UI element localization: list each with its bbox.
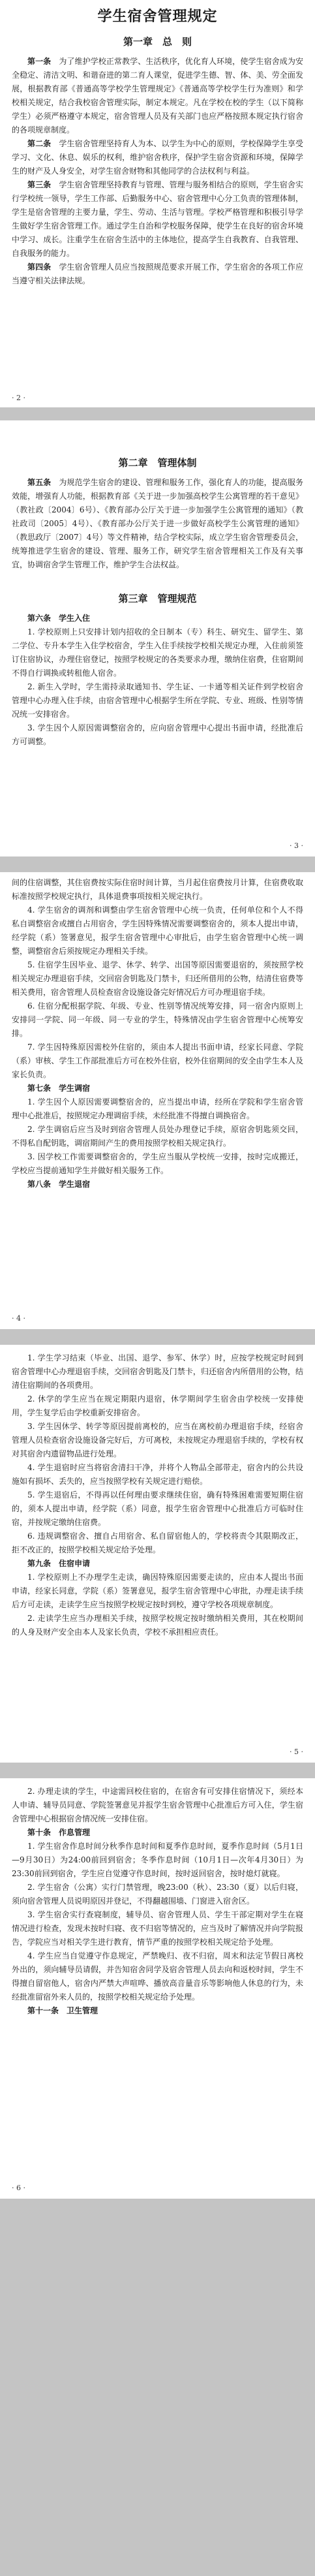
- article-3: [12, 178, 303, 260]
- page-number: · 4 ·: [12, 1314, 25, 1323]
- section-heading: 第十一条 卫生管理: [27, 2006, 98, 2015]
- article-2-text: 学生宿舍管理坚持育人为本、以学生为中心的原则，学校保障学生享受学习、文化、休息、娱乐的权利，维护宿舍秩序，保护学生宿舍资源和环境，保障学生的财产及人身安全，对学生宿舍财物和其他同学的合法权利与利益。: [12, 139, 303, 176]
- list-item: 6. 住宿分配根据学院、年级、专业、性别等情况统筹安排，同一宿舍内原则上安排同一学院、同一年级、同一专业的学生，特殊情况由学生宿舍管理中心统筹安排。: [12, 1001, 303, 1038]
- chapter-3-heading: 第三章 管理规范: [118, 593, 197, 605]
- list-item: 2. 学生宿舍（公寓）实行门禁管理，晚23:00（秋）、23:30（夏）以后归寝，须向宿舍管理人员说明原因并登记，不得翻越围墙、门窗进入宿舍区。: [12, 1883, 303, 1906]
- list-item: 5. 住宿学生因毕业、退学、休学、转学、出国等原因需要退宿的，须按照学校相关规定办理退宿手续，交回宿舍钥匙及门禁卡，归还所借用的公物，结清住宿费等相关费用，宿舍管理人员检查宿舍设施设备完好情况后方可办理退宿手续。: [12, 960, 303, 997]
- article-1-number: 第一条: [27, 57, 52, 66]
- list-item: 1. 学生因个人原因需要调整宿舍的，应当提出申请，经所在学院和学生宿舍管理中心批准后，按照规定办理调宿手续，未经批准不得擅自调换宿舍。: [12, 1097, 303, 1120]
- page-number: · 5 ·: [290, 1748, 303, 1756]
- section-heading: 第十条 作息管理: [27, 1828, 91, 1837]
- section-heading: 第九条 住宿申请: [27, 1559, 91, 1568]
- page-number: · 3 ·: [290, 841, 303, 850]
- document-page-1: [0, 0, 315, 407]
- article-4: [12, 260, 303, 288]
- list-item: 6. 违规调整宿舍、擅自占用宿舍、私自留宿他人的，学校将责令其限期改正，拒不改正的，按照学校相关规定给予处理。: [12, 1531, 303, 1554]
- page-number: · 2 ·: [12, 394, 25, 402]
- section-heading: 第六条 学生入住: [27, 614, 91, 623]
- list-item: 1. 学生学习结束（毕业、出国、退学、参军、休学）时，应按学校规定时间到宿舍管理中心办理退宿手续，交回宿舍钥匙及门禁卡，归还宿舍内所借用的公物，结清住宿期间的各项费用。: [12, 1353, 303, 1390]
- list-item: 2. 学生调宿后应当及时到宿舍管理人员处办理登记手续，原宿舍钥匙须交回，不得私自配钥匙，调宿期间产生的费用按照学校相关规定执行。: [12, 1125, 303, 1148]
- list-item: 3. 学生宿舍实行查寝制度，辅导员、宿舍管理人员、学生干部定期对学生在寝情况进行检查，发现未按时归寝、夜不归宿等情况的，应当及时了解情况并向学院报告，学院应当对相关学生进行教育，情节严重的按照学校相关规定给予处理。: [12, 1910, 303, 1947]
- article-5: [12, 476, 303, 572]
- list-item: 2. 办理走读的学生，中途需回校住宿的，在宿舍有可安排住宿情况下，须经本人申请、辅导员同意、学院签署意见并报学生宿舍管理中心批准后方可入住，学生宿舍管理中心根据宿舍情况统一安排住宿。: [12, 1787, 303, 1823]
- list-item: 4. 学生退宿时应当将宿舍清扫干净，并将个人物品全部带走，宿舍内的公共设施如有损坏、丢失的，应当按照学校有关规定进行赔偿。: [12, 1463, 303, 1486]
- document-page-4: [0, 1345, 315, 1763]
- page-number: · 6 ·: [12, 2184, 25, 2192]
- list-item: 4. 学生应当自觉遵守作息规定，严禁晚归、夜不归宿，周末和法定节假日离校外出的，须向辅导员请假，并告知宿舍同学及宿舍管理人员去向和返校时间，学生不得擅自留宿他人，宿舍内严禁大声喧哗、播放高音量音乐等影响他人休息的行为，未经批准留宿外来人员的，按照学校相关规定给予处理。: [12, 1951, 303, 2002]
- document-page-2: [0, 420, 315, 856]
- list-item: 5. 学生退宿后，不得再以任何理由要求继续住宿，确有特殊困难需要短期住宿的，须本人提出申请，经学院（系）同意，报学生宿舍管理中心批准后方可临时住宿，并按规定缴纳住宿费。: [12, 1490, 303, 1527]
- article-4-number: 第四条: [27, 262, 52, 272]
- chapter-2-heading: 第二章 管理体制: [118, 457, 197, 469]
- article-3-text: 学生宿舍管理坚持教育与管理、管理与服务相结合的原则，学生宿舍实行学校统一领导，学生工作部、后勤服务中心、宿舍管理中心分工负责的管理体制，学生是宿舍管理的主要力量，学生、劳动、生活与管理。学校严格管理和积极引导学生做好学生宿舍管理工作。通过学生自治和学校服务保障，使学生在良好的宿舍环境中学习、成长。注重学生在宿舍生活中的主体地位，提高学生自我教育、自我管理、自我服务的能力。: [12, 180, 303, 258]
- document-page-5: [0, 1778, 315, 2199]
- article-2-number: 第二条: [27, 139, 52, 148]
- document-title: 学生宿舍管理规定: [97, 8, 218, 25]
- list-item: 1. 学生宿舍作息时间分秋季作息时间和夏季作息时间，夏季作息时间（5月1日—9月30日）为24:00前回到宿舍；冬季作息时间（10月1日—次年4月30日）为23:30前回到宿舍，学生应自觉遵守作息时间，按时返回宿舍，按时熄灯就寝。: [12, 1842, 303, 1878]
- list-item: 3. 学生因休学、转学等原因提前离校的，应当在离校前办理退宿手续，经宿舍管理人员检查宿舍设施设备完好后，方可离校，未按规定办理退宿手续的，学校有权对其宿舍内遗留物品进行处理。: [12, 1422, 303, 1458]
- article-3-number: 第三条: [27, 180, 52, 189]
- list-item: 2. 走读学生应当办理相关手续，按照学校规定按时缴纳相关费用，其在校期间的人身及财产安全由本人及家长负责，学校不承担相应责任。: [12, 1614, 303, 1637]
- article-4-text: 学生宿舍管理人员应当按照规范要求开展工作，学生宿舍的各项工作应当遵守相关法律法规。: [12, 262, 303, 285]
- document-page-3: [0, 872, 315, 1329]
- article-1-text: 为了维护学校正常教学、生活秩序，优化育人环境，使学生宿舍成为安全稳定、清洁文明、和谐奋进的第二育人课堂，促进学生德、智、体、美、劳全面发展，根据教育部《普通高等学校学生管理规定》《普通高等学校学生行为准则》和学校相关规定，结合我校宿舍管理实际，制定本规定。凡在学校在校的学生（以下简称学生）必须严格遵守本规定，宿舍管理人员及有关部门也应严格按照本规定执行宿舍的各项规章制度。: [12, 57, 303, 134]
- list-item: 7. 学生因特殊原因需校外住宿的，须由本人提出书面申请，经家长同意、学院（系）审核、学生工作部批准后方可在校外住宿，校外住宿期间的安全由学生本人及家长负责。: [12, 1043, 303, 1079]
- list-item: 3. 学生因个人原因需调整宿舍的，应向宿舍管理中心提出书面申请，经批准后方可调整。: [12, 723, 303, 746]
- article-5-number: 第五条: [27, 478, 52, 487]
- article-2: [12, 137, 303, 178]
- section-heading: 第七条 学生调宿: [27, 1084, 91, 1093]
- list-item: 1. 学校原则上不办理学生走读，确因特殊原因需要走读的，应由本人提出书面申请，经家长同意，学院（系）签署意见，报学生宿舍管理中心审批，办理走读手续后方可走读，走读学生应当按照学校规定按时到校，遵守学校各项规章制度。: [12, 1573, 303, 1609]
- list-item: 1. 学校原则上只安排计划内招收的全日制本（专）科生、研究生、留学生、第二学位、专升本学生入住学校宿舍，学生入住手续按学校相关规定办理，入住前须签订住宿协议，办理住宿登记，按照学校规定的各类要求办理，缴纳住宿费，住宿期间不得自行调换或转租他人宿舍。: [12, 627, 303, 678]
- list-item: 2. 新生入学时，学生需持录取通知书、学生证、一卡通等相关证件到学校宿舍管理中心办理入住手续，由宿舍管理中心根据学生所在学院、专业、班级、性别等情况统一安排宿舍。: [12, 682, 303, 719]
- list-item: 2. 休学的学生应当在规定期限内退宿，休学期间学生宿舍由学校统一安排使用，学生复学后由学校重新安排宿舍。: [12, 1394, 303, 1417]
- continued-paragraph: 间的住宿调整，其住宿费按实际住宿时间计算，当月起住宿费按月计算，住宿费收取标准按照学校规定执行，具体退费事项按相关规定执行。: [12, 878, 303, 901]
- chapter-1-heading: 第一章 总 则: [123, 36, 192, 48]
- list-item: 3. 因学校工作需要调整宿舍的，学生应当服从学校统一安排，按时完成搬迁，学校应当提前通知学生并做好相关服务工作。: [12, 1152, 303, 1175]
- list-item: 4. 学生宿舍的调剂和调整由学生宿舍管理中心统一负责，任何单位和个人不得私自调整宿舍或擅自占用宿舍，学生因特殊情况需要调整宿舍的，须本人提出申请，经学院（系）签署意见，报学生宿舍管理中心审批后，由学生宿舍管理中心统一调整，调整宿舍后须按规定办理相关手续。: [12, 905, 303, 956]
- section-heading: 第八条 学生退宿: [27, 1180, 91, 1189]
- article-5-text: 为规范学生宿舍的建设、管理和服务工作，强化育人的功能，提高服务效能，增强育人功能，根据教育部《关于进一步加强高校学生公寓管理的若干意见》（教社政〔2004〕6号）、《教育部办公厅关于进一步加强学生公寓管理的通知》（教社政司〔2005〕4号）、《教育部办公厅关于进一步做好高校学生公寓管理的通知》（教思政厅〔2007〕4号）等文件精神，结合学校实际，成立学生宿舍管理委员会，统筹推进学生宿舍的建设、管理、服务工作，研究学生宿舍管理相关工作及有关事宜，协调宿舍学生管理工作，维护学生合法权益。: [12, 478, 303, 569]
- article-1: [12, 55, 303, 137]
